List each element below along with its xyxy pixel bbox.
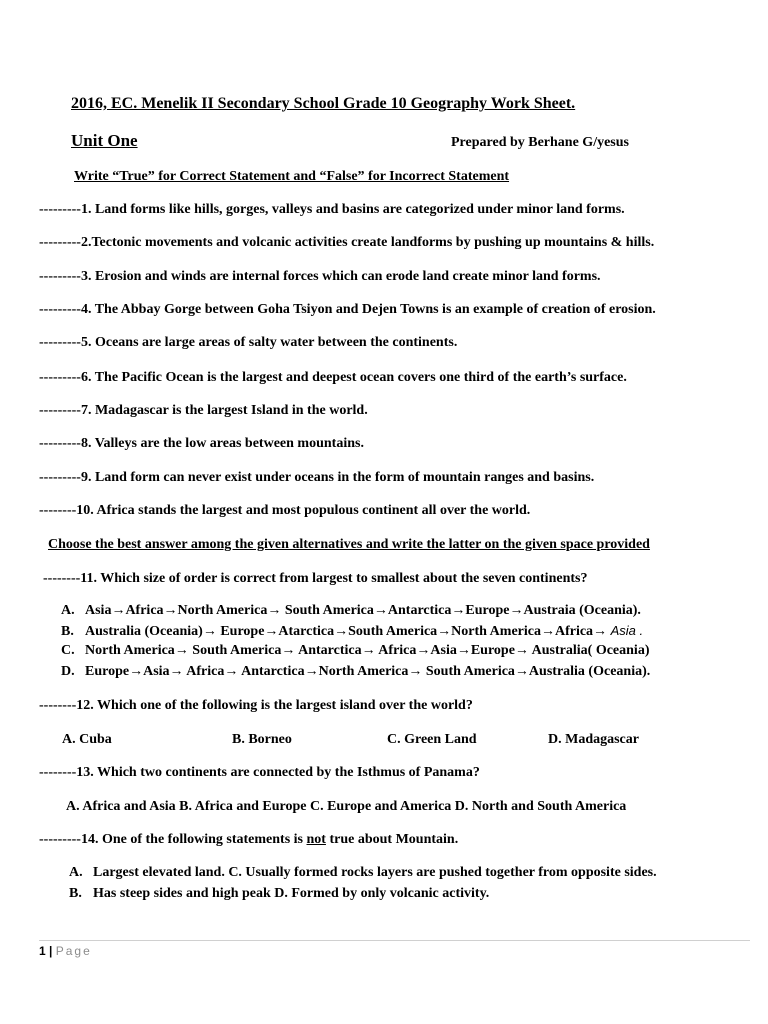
q12-question: --------12. Which one of the following is the largest island over the world? (39, 698, 473, 713)
q14-question (39, 831, 458, 849)
option-letter: A. (69, 865, 83, 880)
option-text: Europe→Asia→ Africa→ Antarctica→North America→ South America→Australia (Oceania). (85, 664, 651, 679)
page-footer (39, 944, 92, 958)
option-letter: B. (61, 624, 74, 639)
tf-item-2: ---------2.Tectonic movements and volcanic activities create landforms by pushing up mountains & hills. (39, 235, 655, 250)
footer-divider (39, 940, 750, 941)
tf-item-5: ---------5. Oceans are large areas of salty water between the continents. (39, 335, 458, 350)
option-text: North America→ South America→ Antarctica→ Africa→Asia→Europe→ Australia( Oceania) (85, 643, 650, 658)
q11-option-d (61, 663, 650, 681)
tf-item-1: ---------1. Land forms like hills, gorges, valleys and basins are categorized under minor land forms. (39, 202, 625, 217)
q12-option-b: B. Borneo (232, 732, 292, 747)
q14-question-end: true about Mountain. (325, 832, 459, 847)
option-text: Australia (Oceania)→ Europe→Atarctica→South America→North America→Africa→ (85, 624, 611, 639)
true-false-instruction: Write “True” for Correct Statement and “False” for Incorrect Statement (74, 169, 510, 184)
option-text: Asia→Africa→North America→ South America→Antarctica→Europe→Austraia (Oceania). (85, 603, 641, 618)
option-letter: D. (61, 664, 75, 679)
footer-separator: | (49, 944, 53, 958)
q11-option-c (61, 642, 649, 660)
option-text: Largest elevated land. C. Usually formed rocks layers are pushed together from opposite sides. (93, 865, 657, 880)
option-letter: C. (61, 643, 75, 658)
option-text: Has steep sides and high peak D. Formed by only volcanic activity. (93, 886, 490, 901)
tf-item-7: ---------7. Madagascar is the largest Island in the world. (39, 403, 368, 418)
q13-options: A. Africa and Asia B. Africa and Europe C. Europe and America D. North and South America (66, 799, 627, 814)
q11-question: --------11. Which size of order is correct from largest to smallest about the seven continents? (43, 571, 588, 586)
option-text-tail: Asia . (610, 623, 644, 638)
q12-option-c: C. Green Land (387, 732, 477, 747)
unit-heading: Unit One (71, 131, 138, 150)
document-title: 2016, EC. Menelik II Secondary School Grade 10 Geography Work Sheet. (71, 95, 576, 112)
tf-item-9: ---------9. Land form can never exist under oceans in the form of mountain ranges and basins. (39, 470, 595, 485)
q11-option-b (61, 622, 643, 641)
option-letter: B. (69, 886, 82, 901)
q12-option-d: D. Madagascar (548, 732, 639, 747)
option-letter: A. (61, 603, 75, 618)
prepared-by: Prepared by Berhane G/yesus (451, 135, 629, 150)
q13-question: --------13. Which two continents are connected by the Isthmus of Panama? (39, 765, 480, 780)
page-label: Page (55, 944, 92, 958)
q14-question-emphasis: not (306, 832, 326, 847)
tf-item-6: ---------6. The Pacific Ocean is the largest and deepest ocean covers one third of the earth’s surface. (39, 370, 627, 385)
q11-option-a (61, 602, 641, 620)
tf-item-10: --------10. Africa stands the largest and most populous continent all over the world. (39, 503, 531, 518)
tf-item-4: ---------4. The Abbay Gorge between Goha Tsiyon and Dejen Towns is an example of creation of erosion. (39, 302, 656, 317)
q12-option-a: A. Cuba (62, 732, 112, 747)
q14-question-start: ---------14. One of the following statements is (39, 832, 307, 847)
tf-item-3: ---------3. Erosion and winds are internal forces which can erode land create minor land forms. (39, 269, 601, 284)
multiple-choice-instruction: Choose the best answer among the given alternatives and write the latter on the given space provided (48, 537, 650, 552)
page-number: 1 (39, 944, 46, 958)
q14-option-b-d (69, 885, 489, 903)
q14-option-a-c (69, 864, 657, 882)
tf-item-8: ---------8. Valleys are the low areas between mountains. (39, 436, 364, 451)
